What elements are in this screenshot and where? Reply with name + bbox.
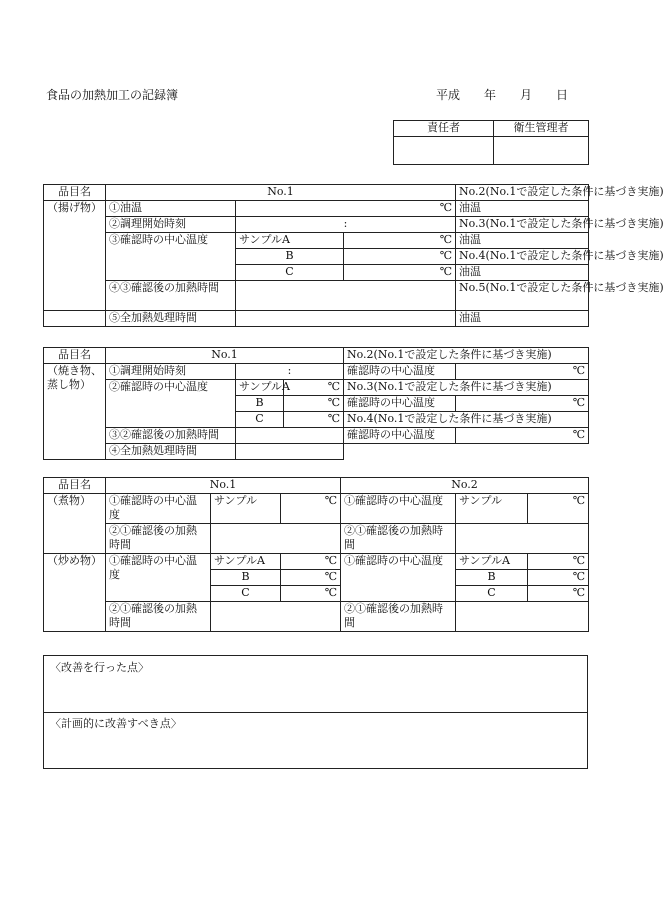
baked-sample-a-field[interactable]: ℃ (284, 380, 344, 396)
stirfry-no2-sample-b-field[interactable]: ℃ (528, 570, 589, 586)
item-name-header: 品目名 (44, 185, 106, 201)
item-name-header: 品目名 (44, 348, 106, 364)
baked-start-time-label: ①調理開始時刻 (106, 364, 236, 380)
hygiene-manager-seal-field[interactable] (494, 137, 589, 165)
fried-no3-header: No.3(No.1で設定した条件に基づき実施) (456, 217, 589, 233)
stirfry-no1-sample-c-field[interactable]: ℃ (281, 586, 341, 602)
baked-no3-header: No.3(No.1で設定した条件に基づき実施) (344, 380, 589, 396)
fried-category: （揚げ物） (44, 201, 106, 311)
date-era: 平成 (436, 88, 461, 102)
baked-table (43, 347, 589, 460)
stirfry-no1-sample-b-field[interactable]: ℃ (281, 570, 341, 586)
stirfry-no2-sample-b-label: B (456, 570, 528, 586)
stirfry-no2-sample-a-label: サンプルA (456, 554, 528, 570)
baked-sample-c-label: C (236, 412, 284, 428)
date-year: 年 (484, 88, 497, 102)
stirfry-no2-post-heat-field[interactable] (456, 602, 589, 632)
baked-core-temp-label: ②確認時の中心温度 (106, 380, 236, 428)
stirfry-category: （炒め物） (44, 554, 106, 632)
stirfry-no1-sample-a-label: サンプルA (211, 554, 281, 570)
boiled-no2-sample-label: サンプル (456, 494, 528, 524)
fried-sample-c-field[interactable]: ℃ (344, 265, 456, 281)
boiled-no1-sample-field[interactable]: ℃ (281, 494, 341, 524)
fried-start-time-field[interactable]: : (236, 217, 456, 233)
fried-sample-c-label: C (236, 265, 344, 281)
baked-post-heat-label: ③②確認後の加熱時間 (106, 428, 236, 444)
no1-header: No.1 (106, 348, 344, 364)
boiled-no2-sample-field[interactable]: ℃ (528, 494, 589, 524)
stirfry-no1-core-label: ①確認時の中心温度 (106, 554, 211, 602)
boiled-no1-post-heat-field[interactable] (211, 524, 341, 554)
baked-sample-c-field[interactable]: ℃ (284, 412, 344, 428)
stirfry-no1-sample-a-field[interactable]: ℃ (281, 554, 341, 570)
baked-start-time-field[interactable]: : (236, 364, 344, 380)
stirfry-no2-post-heat-label: ②①確認後の加熱時間 (341, 602, 456, 632)
baked-sample-b-label: B (236, 396, 284, 412)
stirfry-no1-post-heat-field[interactable] (211, 602, 341, 632)
baked-no4-core-label: 確認時の中心温度 (344, 428, 456, 444)
page-title: 食品の加熱加工の記録簿 (46, 88, 179, 102)
baked-category: （焼き物、蒸し物） (44, 364, 106, 460)
baked-post-heat-field[interactable] (236, 428, 344, 444)
responsible-seal-field[interactable] (394, 137, 494, 165)
fried-post-heat-field[interactable] (236, 281, 456, 311)
stirfry-no2-sample-c-label: C (456, 586, 528, 602)
hygiene-manager-header: 衛生管理者 (494, 121, 589, 137)
no1-header: No.1 (106, 478, 341, 494)
baked-no3-core-field[interactable]: ℃ (456, 396, 589, 412)
baked-no4-core-field[interactable]: ℃ (456, 428, 589, 444)
fried-total-time-label: ⑤全加熱処理時間 (106, 311, 236, 327)
stirfry-no1-sample-c-label: C (211, 586, 281, 602)
fried-no2-oil-label: 油温 (456, 201, 589, 217)
boiled-no2-post-heat-field[interactable] (456, 524, 589, 554)
boiled-no1-post-heat-label: ②①確認後の加熱時間 (106, 524, 211, 554)
baked-no2-core-field[interactable]: ℃ (456, 364, 589, 380)
baked-total-time-label: ④全加熱処理時間 (106, 444, 236, 460)
fried-no4-header: No.4(No.1で設定した条件に基づき実施) (456, 249, 589, 265)
fried-no2-header: No.2(No.1で設定した条件に基づき実施) (456, 185, 589, 201)
responsible-header: 責任者 (394, 121, 494, 137)
baked-total-time-field[interactable] (236, 444, 344, 460)
fried-oil-temp-label: ①油温 (106, 201, 236, 217)
boiled-table (43, 477, 589, 632)
planned-improvements-label: 〈計画的に改善すべき点〉 (50, 717, 182, 730)
fried-oil-temp-field[interactable]: ℃ (236, 201, 456, 217)
fried-start-time-label: ②調理開始時刻 (106, 217, 236, 233)
signoff-table (393, 120, 589, 165)
notes-divider (44, 712, 587, 713)
no1-header: No.1 (106, 185, 456, 201)
baked-no3-core-label: 確認時の中心温度 (344, 396, 456, 412)
fried-total-time-field[interactable] (236, 311, 456, 327)
boiled-no1-sample-label: サンプル (211, 494, 281, 524)
date-month: 月 (520, 88, 533, 102)
baked-no2-header: No.2(No.1で設定した条件に基づき実施) (344, 348, 589, 364)
stirfry-no2-sample-a-field[interactable]: ℃ (528, 554, 589, 570)
item-name-header: 品目名 (44, 478, 106, 494)
stirfry-no1-post-heat-label: ②①確認後の加熱時間 (106, 602, 211, 632)
fried-no5-header: No.5(No.1で設定した条件に基づき実施) (456, 281, 589, 311)
fried-sample-b-field[interactable]: ℃ (344, 249, 456, 265)
baked-no4-header: No.4(No.1で設定した条件に基づき実施) (344, 412, 589, 428)
fried-no4-oil-label: 油温 (456, 265, 589, 281)
improved-points-label: 〈改善を行った点〉 (50, 661, 149, 674)
fried-no3-oil-label: 油温 (456, 233, 589, 249)
fried-no5-oil-label: 油温 (456, 311, 589, 327)
boiled-no2-core-label: ①確認時の中心温度 (341, 494, 456, 524)
baked-no2-core-label: 確認時の中心温度 (344, 364, 456, 380)
no2-header: No.2 (341, 478, 589, 494)
stirfry-no1-sample-b-label: B (211, 570, 281, 586)
baked-sample-b-field[interactable]: ℃ (284, 396, 344, 412)
fried-sample-a-field[interactable]: ℃ (344, 233, 456, 249)
date-day: 日 (556, 88, 569, 102)
stirfry-no2-sample-c-field[interactable]: ℃ (528, 586, 589, 602)
boiled-no2-post-heat-label: ②①確認後の加熱時間 (341, 524, 456, 554)
baked-sample-a-label: サンプルA (236, 380, 284, 396)
stirfry-no2-core-label: ①確認時の中心温度 (341, 554, 456, 602)
notes-box (43, 655, 588, 769)
fried-core-temp-label: ③確認時の中心温度 (106, 233, 236, 281)
boiled-category: （煮物） (44, 494, 106, 554)
fried-sample-b-label: B (236, 249, 344, 265)
fried-table (43, 184, 664, 327)
boiled-no1-core-label: ①確認時の中心温度 (106, 494, 211, 524)
fried-post-heat-label: ④③確認後の加熱時間 (106, 281, 236, 311)
fried-sample-a-label: サンプルA (236, 233, 344, 249)
